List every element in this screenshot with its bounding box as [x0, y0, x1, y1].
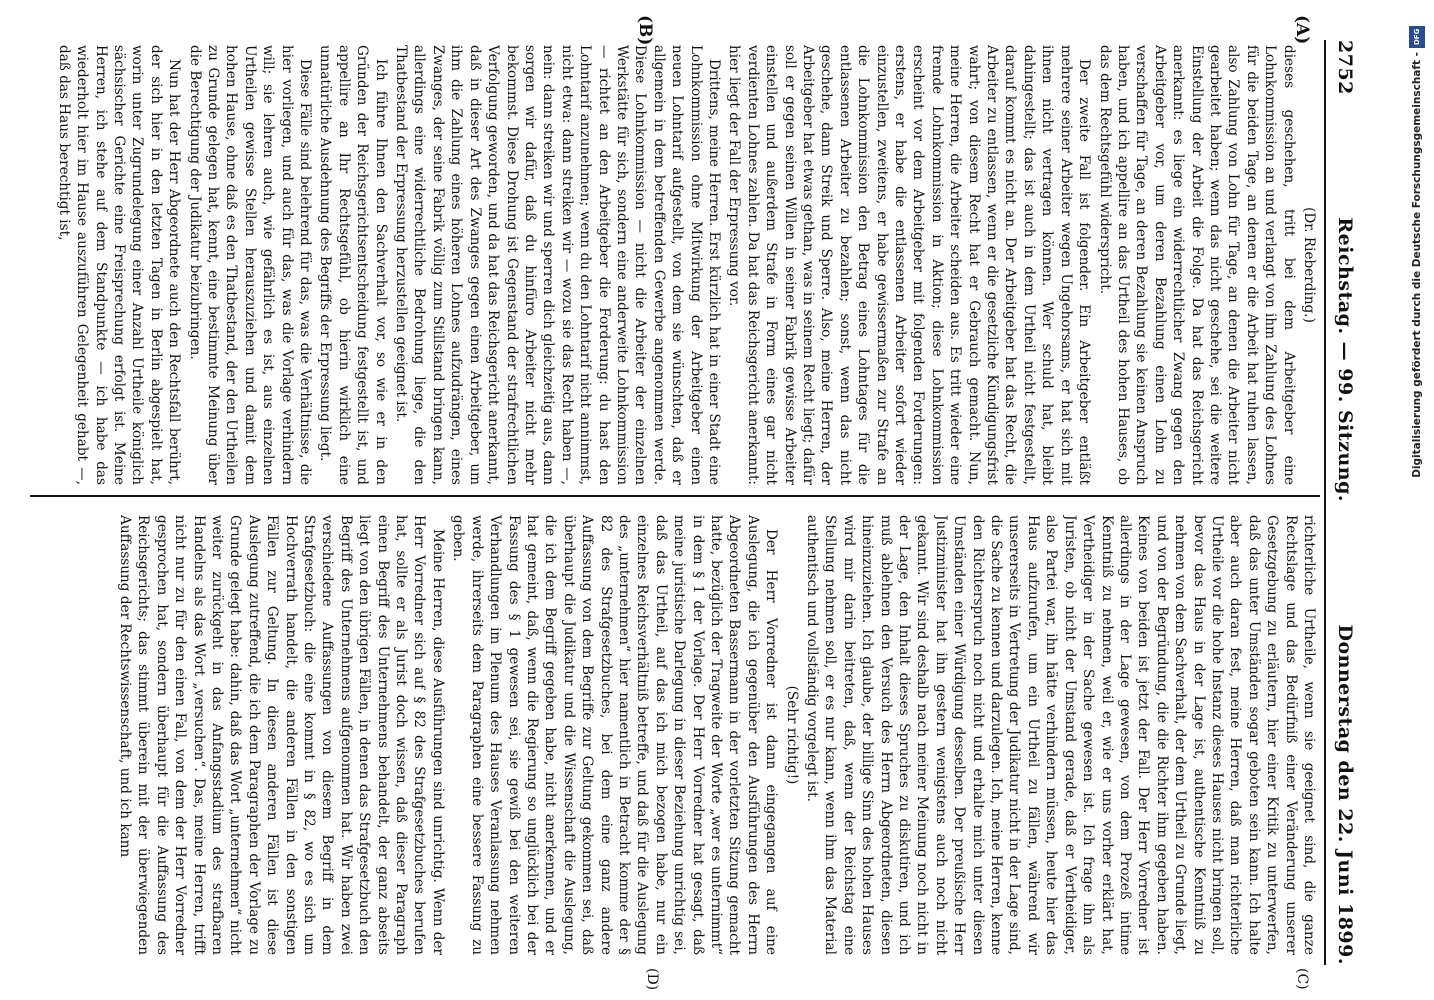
digitization-credit [1405, 20, 1429, 980]
dfg-logo: DFG [1409, 26, 1425, 48]
paragraph: Der Herr Vorredner ist dann eingegangen auf eine Auslegung, die ich gegenüber den Ausführungen des Herrn Abgeordneten Bassermann in der vorletzten Sitzung gemacht hatte, bezüglich der Tragweite der Worte „wer es unternimmt“ in dem § 1 der Vorlage. Der Herr Vorredner hat gesagt, daß meine juristische Darlegung in dieser Beziehung unrichtig sei, daß das Urtheil, auf das ich mich bezogen habe, nur ein einzelnes Reichsverhältniß betreffe, und daß für die Auslegung des „unternehmen“ hier namentlich in Betracht komme der § 82 des Strafgesetzbuches, bei dem eine ganz andere Auffassung von dem Begriffe zur Geltung gekommen sei, daß überhaupt die Judikatur und die Wissenschaft die Auslegung, die ich dem Begriff gegeben habe, nicht anerkennen, und er hat gemeint, daß, wenn die Regierung so unglücklich bei der Fassung des § 1 gewesen sei, sie gewiß bei den weiteren Verhandlungen im Plenum des Hauses Veranlassung nehmen werde, ihrerseits dem Paragraphen eine bessere Fassung zu geben. [450, 515, 780, 955]
paragraph: Ich führe Ihnen den Sachverhalt vor, so wie er in den Gründen der Reichsgerichtsentscheidung festgestellt ist, und appellire an Ihr Rechtsgefühl, ob hierin wirklich eine unnatürliche Ausdehnung des Begriffs der Erpressung liegt. [317, 45, 389, 485]
paragraph: dieses geschehen, tritt bei dem Arbeitgeber eine Lohnkommission an und verlangt von ihm Zahlung des Lohnes für die beiden Tage, an denen er die Arbeit hat ruhen lassen, also Zahlung von Lohn für Tage, an denen die Arbeiter nicht gearbeitet haben; wenn das nicht geschehe, sei die weitere Einstellung der Arbeit die Folge. Da hat das Reichsgericht anerkannt: es liege ein widerrechtlicher Zwang gegen den Arbeitgeber vor, um deren Bezahlung einen Lohn zu verschaffen für Tage, an deren Bezahlung sie keinen Anspruch haben, und ich appellire an das Urtheil des hohen Hauses, ob das dem Rechtsgefühl widerspricht. [1096, 45, 1297, 485]
margin-marker-a: (A) [1292, 15, 1312, 45]
session-title: Reichstag. — 99. Sitzung. [1334, 217, 1356, 502]
margin-marker-d: (D) [644, 968, 660, 991]
paragraph: Drittens, meine Herren. Erst kürzlich hat in einer Stadt eine Lohnkommission ohne Mitwirkung der Arbeitgeber einen neuen Lohntarif aufgestellt, von dem sie wünschten, daß er allgemein in dem betreffenden Gewerbe angenommen werde. Diese Lohnkommission — nicht die Arbeiter der einzelnen Werkstätte für sich, sondern eine anderweite Lohnkommission — richtet an den Arbeitgeber die Forderung: du hast den Lohntarif anzunehmen; wenn du den Lohntarif nicht annimmst, nicht etwa: dann streiken wir — wozu sie das Recht haben —, nein: dann streiken wir und sperren dich gleichzeitig aus, dann sorgen wir dafür, daß du hinfüro Arbeiter nicht mehr bekommst. Diese Drohung ist Gegenstand der strafrechtlichen Verfolgung geworden, und da hat das Reichsgericht anerkannt, daß in dieser Art des Zwanges gegen einen Arbeitgeber, um ihm die Zahlung eines höheren Lohnes aufzudrängen, eines Zwanges, der seine Fabrik völlig zum Stillstand bringen kann, allerdings eine widerrechtliche Bedrohung liege, die den Thatbestand der Erpressung herzustellen geeignet ist. [393, 45, 722, 485]
page-header [1330, 40, 1360, 965]
page-number: 2752 [1334, 40, 1356, 95]
applause-note: (Sehr richtig!) [783, 685, 800, 785]
paragraph: Nun hat der Herr Abgeordnete auch den Rechtsfall berührt, der sich hier in den letzten Tagen in Berlin abgespielt hat, worin unter Zugrundelegung einer Anzahl Urtheile königlich sächsischer Gerichte eine Freisprechung erfolgt ist. Meine Herren, ich stehe auf dem Standpunkte — ich habe das wiederholt hier im Hause auszuführen Gelegenheit gehabt —, daß das Haus berechtigt ist, [55, 45, 183, 485]
left-column [28, 45, 1318, 485]
paragraph: Der zweite Fall ist folgender. Ein Arbeitgeber entläßt mehrere seiner Arbeiter wegen Ungehorsams, er hat sich mit ihnen nicht vertragen können. Wer schuld hat, bleibt dahingestellt; das ist auch in dem Urtheil nicht festgestellt, darauf kommt es nicht an. Der Arbeitgeber hat das Recht, die Arbeiter zu entlassen, wenn er die gesetzliche Kündigungsfrist wahrt; von diesem Recht hat er Gebrauch gemacht. Nun, meine Herren, die Arbeiter scheiden aus. Es tritt wieder eine fremde Lohnkommission in Aktion; diese Lohnkommission erscheint vor dem Arbeitgeber mit folgenden Forderungen: erstens, er habe die entlassenen Arbeiter sofort wieder einzustellen, zweitens, er habe gewissermaßen zur Strafe an die Lohnkommission den Betrag eines Lohntages für die entlassenen Arbeiter zu bezahlen; sonst, wenn das nicht geschehe, dann Streik und Sperre. Also, meine Herren, der Arbeitgeber hat etwas gethan, was in seinem Recht liegt; dafür soll er gegen seinen Willen in seiner Fabrik gewisse Arbeiter einstellen und außerdem Strafe in Form eines gar nicht verdienten Lohnes zahlen. Da hat das Reichsgericht anerkannt: hier liegt der Fall der Erpressung vor. [726, 45, 1093, 485]
margin-marker-b: (B) [635, 15, 655, 46]
margin-marker-c: (C) [1294, 968, 1310, 990]
column-divider [30, 495, 1320, 497]
paragraph: richterliche Urtheile, wenn sie geeignet sind, die ganze Rechtslage und das Bedürfniß einer Veränderung unserer Gesetzgebung zu erläutern, hier einer Kritik zu unterwerfen, daß das unter Umständen sogar geboten sein kann. Ich halte aber auch daran fest, meine Herren, daß man richterliche Urtheile vor die hohe Instanz dieses Hauses nicht bringen soll, bevor das Haus in der Lage ist, authentische Kenntniß zu nehmen von dem Sachverhalt, der dem Urtheil zu Grunde liegt, und von der Begründung, die die Richter ihm gegeben haben. Keines von beiden ist jetzt der Fall. Der Herr Vorredner ist allerdings in der Lage gewesen, von dem Prozeß intime Kenntniß zu nehmen, weil er, wie er uns vorher erklärt hat, Vertheidiger in der Sache gewesen ist. Ich frage ihn als Juristen, ob nicht der Umstand gerade, daß er Vertheidiger, also Partei war, ihn hätte verhindern müssen, heute hier das Haus aufzurufen, um ein Urtheil zu fällen, während wir unsererseits in Vertretung der Judikatur nicht in der Lage sind, die Sache zu kennen und darzulegen. Ich, meine Herren, kenne den Richterspruch noch nicht und erhalte mich unter diesen Umständen einer Würdigung desselben. Der preußische Herr Justizminister hat ihn gestern wenigstens auch noch nicht gekannt. Wir sind deshalb nach meiner Meinung noch nicht in der Lage, den Inhalt dieses Spruches zu diskutiren, und ich muß ablehnen den Versuch des Herrn Abgeordneten, diesen hineinzuziehen. Ich glaube, der billige Sinn des hohen Hauses wird mir darin beitreten, daß, wenn der Reichstag eine Stellung nehmen soll, er es nur kann, wenn ihm das Material authentisch und vollständig vorgelegt ist. [804, 515, 1317, 955]
credit-text: Digitalisierung gefördert durch die Deutsche Forschungsgemeinschaft - [1411, 52, 1423, 478]
right-column [28, 515, 1318, 955]
paragraph: Diese Fälle sind belehrend für das, was die Verhältnisse, die hier vorliegen, und auch für das, was die Vorlage verhindern will; sie lehren auch, wie gefährlich es ist, aus einzelnen Urtheilen gewisse Stellen herauszuziehen und damit dem hohen Hause, ohne daß es den Thatbestand, der den Urtheilen zu Grunde gelegen hat, kennt, eine bestimmte Meinung über die Berechtigung der Judikatur beizubringen. [186, 45, 314, 485]
session-date: Donnerstag den 22. Juni 1899. [1334, 624, 1356, 965]
speaker-label: (Dr. Rieberding.) [1301, 207, 1317, 323]
header-rule [1324, 40, 1326, 965]
paragraph: Meine Herren, diese Ausführungen sind unrichtig. Wenn der Herr Vorredner sich auf § 82 des Strafgesetzbuches berufen hat, sollte er als Jurist doch wissen, daß dieser Paragraph einen Begriff des Unternehmens behandelt, der ganz abseits liegt von den übrigen Fällen, in denen das Strafgesetzbuch den Begriff des Unternehmens aufgenommen hat. Wir haben zwei verschiedene Auffassungen von diesem Begriff in dem Strafgesetzbuch: die eine kommt in § 82, wo es sich um Hochverrath handelt, die anderen Fällen in den sonstigen Fällen zur Geltung. In diesen anderen Fällen ist diese Auslegung zutreffend, die ich dem Paragraphen der Vorlage zu Grunde gelegt habe: dahin, daß das Wort „unternehmen“ nicht weiter zurückgeht in das Anfangsstadium des strafbaren Handelns als das Wort „versuchen“. Das, meine Herren, trifft nicht nur zu für den einen Fall, von dem der Herr Vorredner gesprochen hat, sondern überhaupt für die Auffassung des Reichsgerichts; das stimmt überein mit der überwiegenden Auffassung der Rechtswissenschaft, und ich kann [117, 515, 446, 955]
